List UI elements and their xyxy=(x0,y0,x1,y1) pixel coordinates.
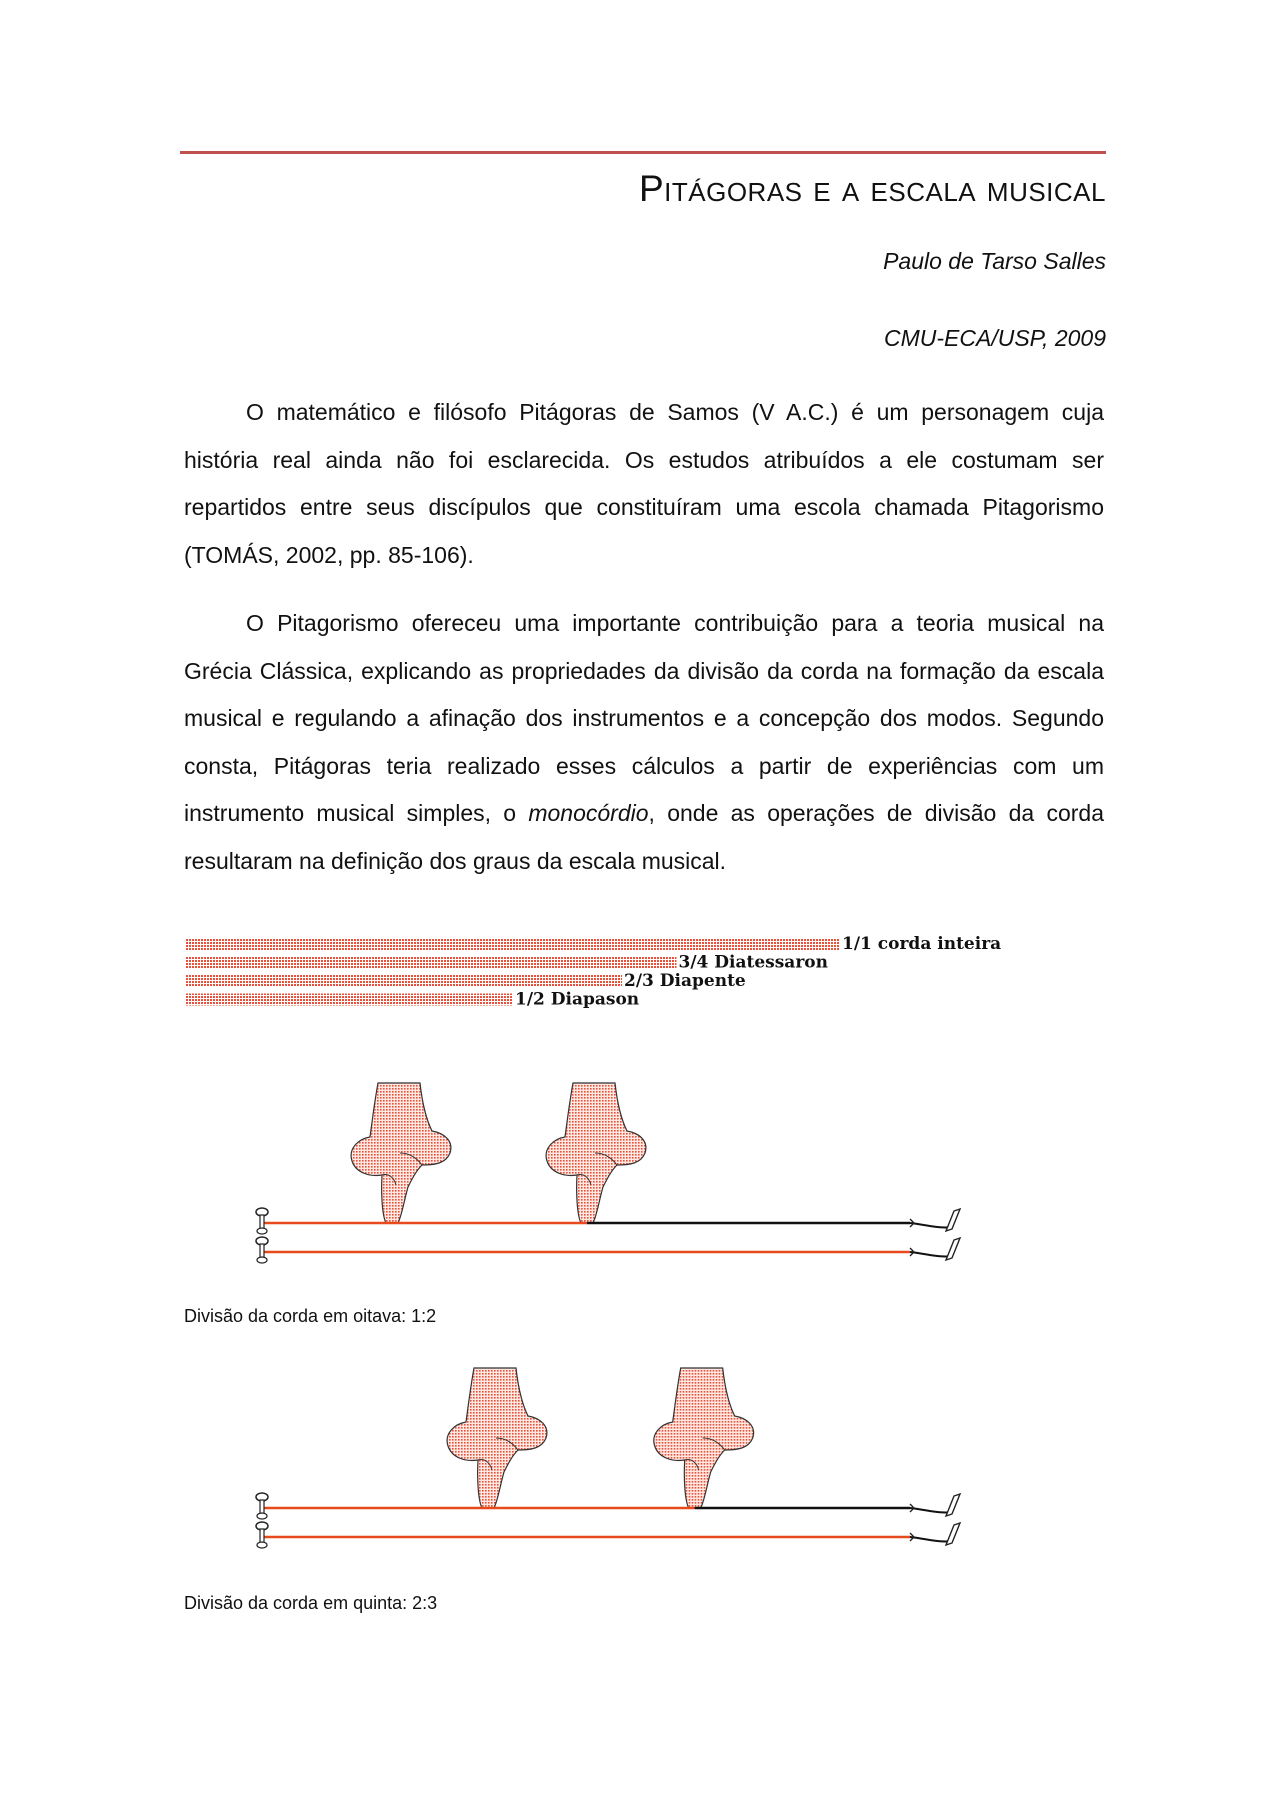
tail-upper xyxy=(910,1508,952,1513)
tail-lower xyxy=(910,1537,952,1542)
caption-fifth: Divisão da corda em quinta: 2:3 xyxy=(184,1593,438,1613)
author: Paulo de Tarso Salles xyxy=(883,248,1106,274)
tail-screws xyxy=(946,1494,960,1545)
institution: CMU-ECA/USP, 2009 xyxy=(884,325,1106,351)
paragraph-2-italic: monocórdio xyxy=(528,800,649,826)
bridge-marks xyxy=(910,1504,914,1541)
paragraph-2-text-b: , onde as operações de divisão da corda resultaram na definição dos graus da escala musical. xyxy=(184,800,1104,874)
ratio-label: 3/4 Diatessaron xyxy=(678,952,828,973)
ratio-label: 1/2 Diapason xyxy=(515,989,640,1010)
document-title: Pitágoras e a escala musical xyxy=(638,168,1106,209)
peg-foot xyxy=(257,1542,267,1548)
monochord-fifth xyxy=(256,1368,960,1548)
ratio-label: 1/1 corda inteira xyxy=(842,934,1002,954)
ratio-label: 2/3 Diapente xyxy=(624,971,746,991)
caption-octave: Divisão da corda em oitava: 1:2 xyxy=(184,1306,437,1326)
hand-icon xyxy=(654,1368,754,1508)
tuning-peg-icon xyxy=(256,1522,268,1548)
peg-foot xyxy=(257,1513,267,1519)
paragraph-2-text-a: O Pitagorismo ofereceu uma importante contribuição para a teoria musical na Grécia Clássica, explicando as propriedades da divisão da corda na formação da escala musical e regulando a afinação dos instrumentos e a concepção dos modos. Segundo consta, Pitágoras teria realizado esses cálculos a partir de experiências com um instrumento musical simples, o xyxy=(184,610,1104,826)
tuning-peg-icon xyxy=(256,1493,268,1519)
tailpiece-icon xyxy=(910,1494,960,1545)
hand-icon xyxy=(447,1368,547,1508)
paragraph-1: O matemático e filósofo Pitágoras de Samos (V A.C.) é um personagem cuja história real ainda não foi esclarecida. Os estudos atribuídos a ele costumam ser repartidos entre seus discípulos que constituíram uma escola chamada Pitagorismo (TOMÁS, 2002, pp. 85-106). xyxy=(184,399,1104,568)
